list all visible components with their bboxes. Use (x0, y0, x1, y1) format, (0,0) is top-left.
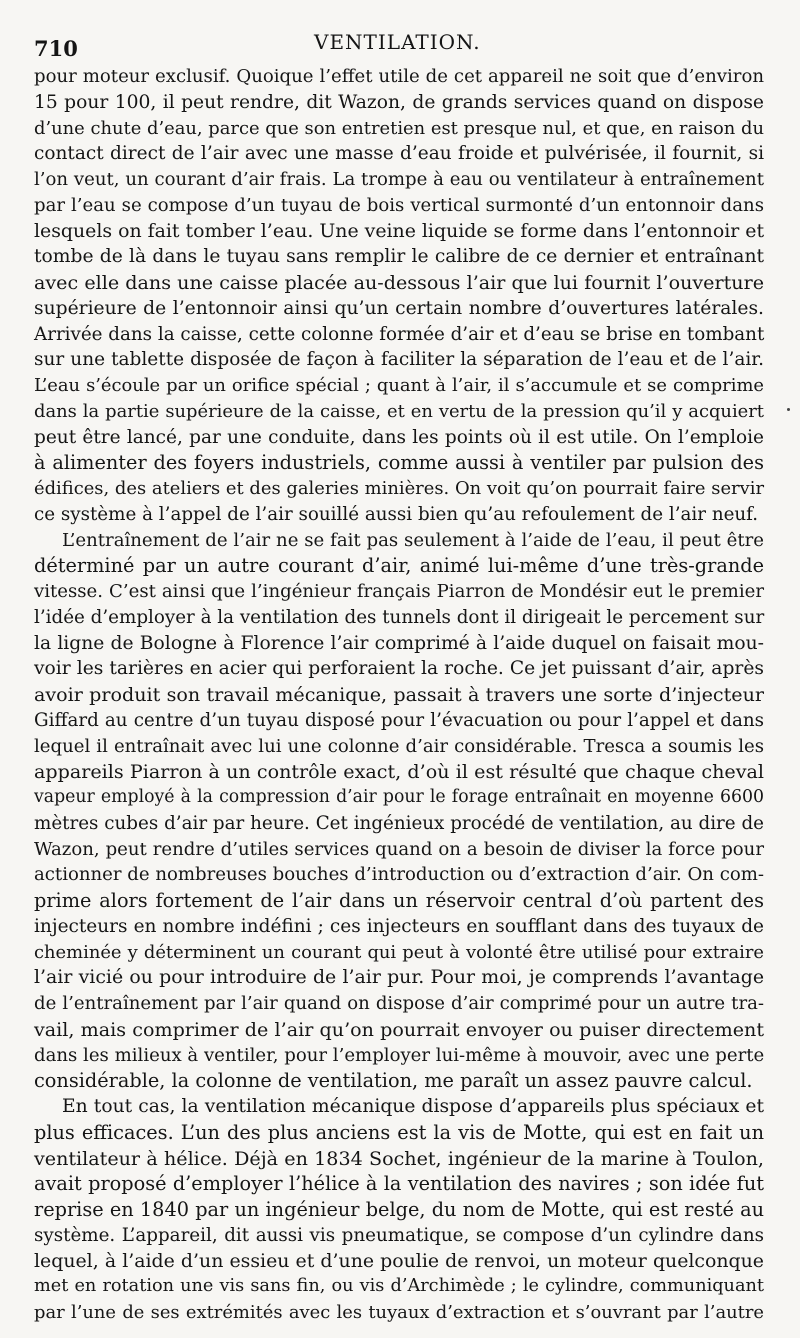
text-line: lequel, à l’aide d’un essieu et d’une poulie de renvoi, un moteur quelconque (34, 1249, 764, 1272)
text-line: En tout cas, la ventilation mécanique dispose d’appareils plus spéciaux et (62, 1096, 764, 1117)
text-line: vail, mais comprimer de l’air qu’on pourrait envoyer ou puiser directement (34, 1017, 764, 1041)
text-line: système. L’appareil, dit aussi vis pneumatique, se compose d’un cylindre dans (34, 1224, 764, 1246)
text-line: cheminée y déterminent un courant qui peut à volonté être utilisé pour extraire (34, 941, 764, 963)
text-line: mètres cubes d’air par heure. Cet ingénieux procédé de ventilation, au dire de (34, 812, 764, 834)
text-line: appareils Piarron à un contrôle exact, d’où il est résulté que chaque cheval (34, 760, 764, 784)
text-line: par l’une de ses extrémités avec les tuyaux d’extraction et s’ouvrant par l’autre (34, 1302, 764, 1323)
text-line: met en rotation une vis sans fin, ou vis d’Archimède ; le cylindre, communiquant (34, 1276, 764, 1297)
text-line: édifices, des ateliers et des galeries minières. On voit qu’on pourrait faire servir (34, 478, 764, 499)
text-line: de l’entraînement par l’air quand on dispose d’air comprimé pour un autre tra- (34, 993, 764, 1014)
text-line: ventilateur à hélice. Déjà en 1834 Sochet, ingénieur de la marine à Toulon, (34, 1146, 764, 1170)
page-number: 710 (34, 36, 78, 61)
text-line: considérable, la colonne de ventilation, me paraît un assez pauvre calcul. (34, 1069, 753, 1093)
text-line: par l’eau se compose d’un tuyau de bois vertical surmonté d’un entonnoir dans (34, 194, 764, 216)
text-line: avec elle dans une caisse placée au-dessous l’air que lui fournit l’ouverture (34, 271, 764, 294)
margin-speck (787, 408, 790, 411)
text-line: reprise en 1840 par un ingénieur belge, du nom de Motte, qui est resté au (34, 1198, 764, 1221)
text-line: lequel il entraînait avec lui une colonne d’air considérable. Tresca a soumis les (34, 735, 764, 757)
text-line: tombe de là dans le tuyau sans remplir le calibre de ce dernier et entraînant (34, 246, 764, 268)
text-line: lesquels on fait tomber l’eau. Une veine liquide se forme dans l’entonnoir et (34, 219, 765, 242)
text-line: voir les tarières en acier qui perforaient la roche. Ce jet puissant d’air, après (34, 658, 764, 680)
text-line: l’on veut, un courant d’air frais. La trompe à eau ou ventilateur à entraînement (34, 169, 764, 190)
text-line: L’entraînement de l’air ne se fait pas seulement à l’aide de l’eau, il peut être (62, 529, 764, 551)
text-line: peut être lancé, par une conduite, dans les points où il est utile. On l’emploie (34, 426, 764, 448)
text-line: supérieure de l’entonnoir ainsi qu’un certain nombre d’ouvertures latérales. (34, 297, 764, 319)
text-line: actionner de nombreuses bouches d’introduction ou d’extraction d’air. On com- (34, 864, 764, 886)
text-line: l’air vicié ou pour introduire de l’air pur. Pour moi, je comprends l’avantage (34, 966, 764, 989)
text-line: Wazon, peut rendre d’utiles services quand on a besoin de diviser la force pour (34, 838, 764, 860)
text-line: avait proposé d’employer l’hélice à la ventilation des navires ; son idée fut (34, 1172, 764, 1196)
text-line: sur une tablette disposée de façon à faciliter la séparation de l’eau et de l’air. (34, 349, 764, 371)
text-line: ce système à l’appel de l’air souillé aussi bien qu’au refoulement de l’air neuf. (34, 503, 759, 525)
text-line: Giffard au centre d’un tuyau disposé pour l’évacuation ou pour l’appel et dans (34, 709, 764, 731)
text-line: dans la partie supérieure de la caisse, et en vertu de la pression qu’il y acquiert (34, 400, 764, 422)
running-head: VENTILATION. (314, 30, 481, 54)
text-line: dans les milieux à ventiler, pour l’employer lui-même à mouvoir, avec une perte (34, 1044, 765, 1066)
text-line: pour moteur exclusif. Quoique l’effet utile de cet appareil ne soit que d’environ (34, 66, 764, 87)
text-line: injecteurs en nombre indéfini ; ces injecteurs en soufflant dans des tuyaux de (34, 915, 764, 937)
text-line: l’idée d’employer à la ventilation des tunnels dont il dirigeait le percement sur (34, 606, 765, 628)
text-line: déterminé par un autre courant d’air, animé lui-même d’une très-grande (34, 554, 764, 578)
text-line: prime alors fortement de l’air dans un réservoir central d’où partent des (34, 889, 764, 912)
body-text (34, 64, 764, 1326)
text-line: L’eau s’écoule par un orifice spécial ; quant à l’air, il s’accumule et se comprime (34, 375, 764, 396)
text-line: vitesse. C’est ainsi que l’ingénieur français Piarron de Mondésir eut le premier (34, 581, 764, 602)
text-line: contact direct de l’air avec une masse d’eau froide et pulvérisée, il fournit, si (34, 143, 764, 165)
text-line: à alimenter des foyers industriels, comme aussi à ventiler par pulsion des (34, 451, 764, 475)
text-line: d’une chute d’eau, parce que son entretien est presque nul, et que, en raison du (34, 117, 764, 139)
text-line: 15 pour 100, il peut rendre, dit Wazon, de grands services quand on dispose (34, 91, 764, 113)
text-line: Arrivée dans la caisse, cette colonne formée d’air et d’eau se brise en tombant (34, 323, 765, 345)
text-line: avoir produit son travail mécanique, passait à travers une sorte d’injecteur (34, 683, 764, 706)
text-line: vapeur employé à la compression d’air pour le forage entraînait en moyenne 6600 (34, 787, 764, 807)
text-line: plus efficaces. L’un des plus anciens est la vis de Motte, qui est en fait un (34, 1120, 764, 1144)
text-line: la ligne de Bologne à Florence l’air comprimé à l’aide duquel on faisait mou- (34, 632, 764, 654)
